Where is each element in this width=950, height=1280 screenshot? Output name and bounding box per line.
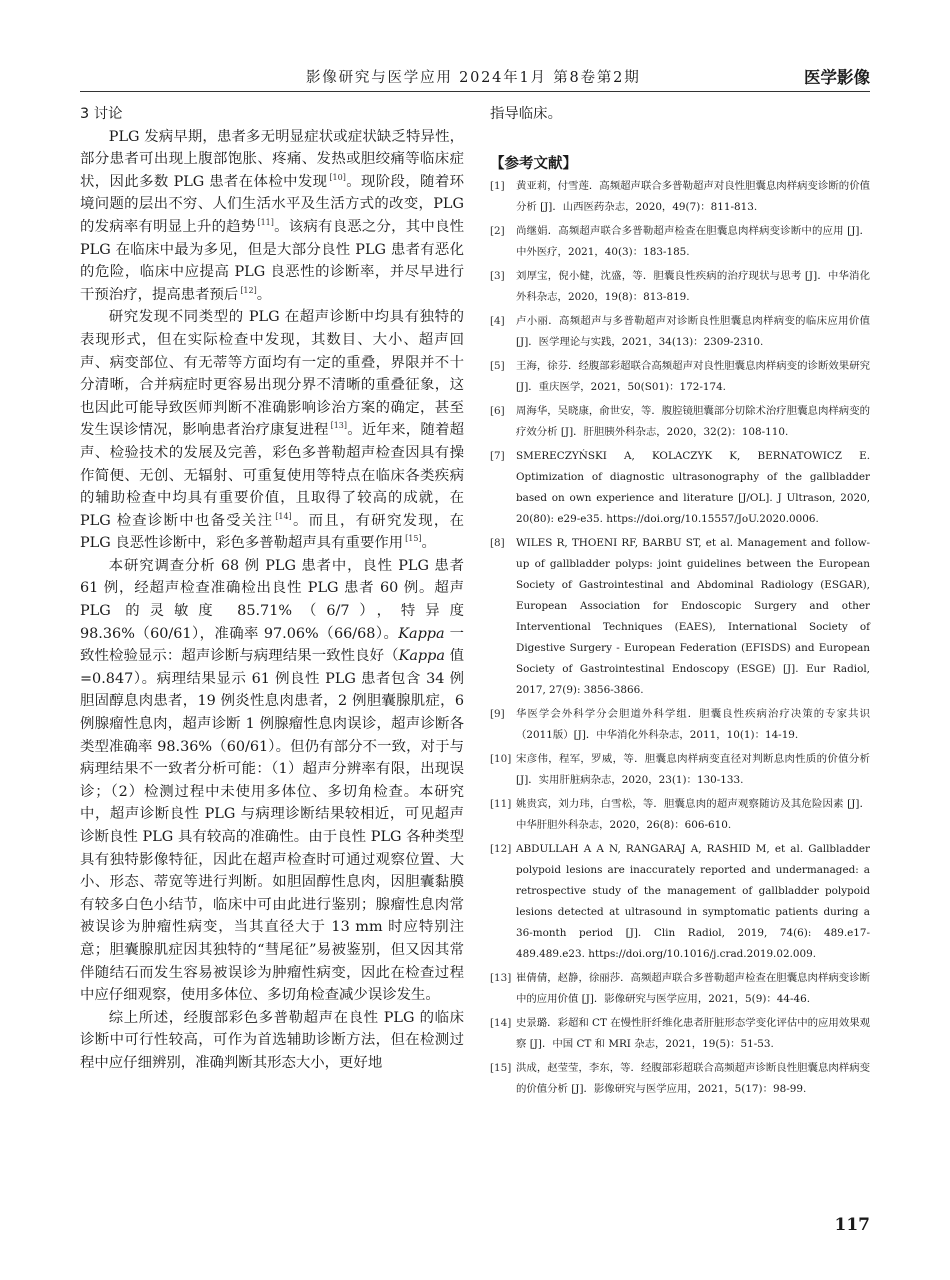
reference-number: [6] [490, 404, 505, 417]
reference-item [490, 266, 870, 308]
reference-number: [10] [490, 752, 512, 765]
reference-text: 黄亚莉，付雪莲．高频超声联合多普勒超声对良性胆囊息肉样病变诊断的价值分析 [J]．山西医药杂志，2020，49(7)：811-813. [516, 179, 870, 213]
reference-number: [5] [490, 359, 505, 372]
reference-number: [7] [490, 449, 505, 462]
reference-item [490, 749, 870, 791]
citation: [12] [240, 285, 257, 295]
reference-item [490, 356, 870, 398]
reference-text: 史景璐．彩超和 CT 在慢性肝纤维化患者肝脏形态学变化评估中的应用效果观察 [J]．中国 CT 和 MRI 杂志，2021，19(5)：51-53. [516, 1016, 870, 1050]
reference-item [490, 401, 870, 443]
reference-number: [2] [490, 224, 505, 237]
paragraph-2-text-a: 研究发现不同类型的 PLG 在超声诊断中均具有独特的表现形式，但在实际检查中发现，其数目、大小、超声回声、病变部位、有无蒂等方面均有一定的重叠，界限并不十分清晰，合并病症时更容易出现分界不清晰的重叠征象，这也因此可能导致医师判断不准确影响诊治方案的确定，甚至发生误诊情况，影响患者治疗康复进程 [80, 309, 464, 439]
paragraph-1-text-d: 。 [256, 286, 272, 303]
journal-title: 影像研究与医学应用 2024年1月 第8卷第2期 [306, 70, 641, 86]
citation: [15] [405, 534, 422, 544]
citation: [13] [330, 421, 347, 431]
paragraph-1-text-c: 。该病有良恶之分，其中良性 PLG 在临床中最为多见，但是大部分良性 PLG 患者有恶化的危险，临床中应提高 PLG 良恶性的诊断率，并尽早进行干预治疗，提高患者预后 [80, 218, 464, 303]
page-number: 117 [834, 1215, 870, 1235]
reference-number: [12] [490, 842, 512, 855]
kappa-term: Kappa [398, 648, 445, 665]
reference-item [490, 794, 870, 836]
paragraph-2-text-d: 。 [421, 535, 436, 552]
paragraph-continuation: 指导临床。 [490, 106, 562, 122]
reference-item [490, 311, 870, 353]
reference-text: 宋彦伟，程军，罗威，等．胆囊息肉样病变直径对判断息肉性质的价值分析 [J]．实用肝脏病杂志，2020，23(1)：130-133. [516, 752, 870, 786]
reference-text: 王海，徐芬．经腹部彩超联合高频超声对良性胆囊息肉样病变的诊断效果研究 [J]．重庆医学，2021，50(S01)：172-174. [516, 359, 870, 393]
reference-text: 洪成，赵莹莹，李东，等．经腹部彩超联合高频超声诊断良性胆囊息肉样病变的价值分析 [J]．影像研究与医学应用，2021，5(17)：98-99. [516, 1061, 870, 1095]
reference-number: [14] [490, 1016, 512, 1029]
reference-number: [3] [490, 269, 505, 282]
reference-item [490, 533, 870, 701]
reference-number: [11] [490, 797, 512, 810]
paragraph-3-text-c: 值 =0.847）。病理结果显示 61 例良性 PLG 患者包含 34 例胆固醇息肉患者，19 例炎性息肉患者，2 例胆囊腺肌症，6 例腺瘤性息肉，超声诊断 1 例腺瘤性息肉误诊，超声诊断各类型准确率 98.36%（60/61）。但仍有部分不一致，对于与病理结果不一致者分析可能：（1）超声分辨率有限，出现误诊；（2）检测过程中未使用多体位、多切角检查。本研究中，超声诊断良性 PLG 与病理诊断结果较相近，可见超声诊断良性 PLG 具有较高的准确性。由于良性 PLG 各种类型具有独特影像特征，因此在超声检查时可通过观察位置、大小、形态、蒂宽等进行判断。如胆固醇性息肉，因胆囊黏膜有较多白色小结节，临床中可由此进行鉴别；腺瘤性息肉常被误诊为肿瘤性病变，当其直径大于 13 mm 时应特别注意；胆囊腺肌症因其独特的“彗尾征”易被鉴别，但又因其常伴随结石而发生容易被误诊为肿瘤性病变，因此在检查过程中应仔细观察，使用多体位、多切角检查减少误诊发生。 [80, 648, 464, 1004]
paragraph-2-text-b: 。近年来，随着超声、检验技术的发展及完善，彩色多普勒超声检查因具有操作简便、无创、无辐射、可重复使用等特点在临床各类疾病的辅助检查中均具有重要价值，且取得了较高的成就，在 PLG 检查诊断中也备受关注 [80, 422, 464, 529]
section-heading: 3 讨论 [80, 106, 123, 122]
reference-text: 卢小丽．高频超声与多普勒超声对诊断良性胆囊息肉样病变的临床应用价值 [J]．医学理论与实践，2021，34(13)：2309-2310. [516, 314, 870, 348]
left-column [80, 103, 464, 1075]
paragraph-4: 综上所述，经腹部彩色多普勒超声在良性 PLG 的临床诊断中可行性较高，可作为首选辅助诊断方法，但在检测过程中应仔细辨别，准确判断其形态大小，更好地 [80, 1009, 464, 1071]
reference-text: ABDULLAH A A N, RANGARAJ A, RASHID M, et al. Gallbladder polypoid lesions are inaccurately reported and undermanaged: a retrospective study of the management of gallbladder polypoid lesions detected at ultrasound in symptomatic patients during a 36-month period [J]. Clin Radiol, 2019, 74(6): 489.e17-489.489.e23. https://doi.org/10.1016/j.crad.2019.02.009. [516, 842, 870, 960]
reference-text: 周海华，吴晓康，俞世安，等．腹腔镜胆囊部分切除术治疗胆囊息肉样病变的疗效分析 [J]．肝胆胰外科杂志，2020，32(2)：108-110. [516, 404, 870, 438]
paragraph-1 [80, 126, 464, 307]
reference-number: [4] [490, 314, 505, 327]
references-heading: 【参考文献】 [490, 155, 577, 172]
reference-item [490, 221, 870, 263]
paragraph-1-text-b: 。现阶段，随着环境问题的层出不穷、人们生活水平及生活方式的改变，PLG 的发病率有明显上升的趋势 [80, 173, 464, 235]
right-column [490, 103, 870, 1103]
reference-number: [15] [490, 1061, 512, 1074]
paragraph-1-text-a: PLG 发病早期，患者多无明显症状或症状缺乏特异性，部分患者可出现上腹部饱胀、疼痛、发热或胆绞痛等临床症状，因此多数 PLG 患者在体检中发现 [80, 128, 464, 190]
citation: [11] [257, 217, 274, 227]
running-header [80, 64, 870, 90]
reference-item [490, 1058, 870, 1100]
kappa-term: Kappa [398, 625, 445, 642]
paragraph-2-text-c: 。而且，有研究发现，在 PLG 良恶性诊断中，彩色多普勒超声具有重要作用 [80, 512, 464, 552]
paragraph-3 [80, 555, 464, 1007]
reference-number: [8] [490, 536, 505, 549]
reference-item [490, 446, 870, 530]
reference-text: 华医学会外科学分会胆道外科学组．胆囊良性疾病治疗决策的专家共识（2011版）[J]．中华消化外科杂志，2011，10(1)：14-19. [516, 707, 870, 741]
reference-text: 尚继娟．高频超声联合多普勒超声检查在胆囊息肉样病变诊断中的应用 [J]．中外医疗，2021，40(3)：183-185. [516, 224, 870, 258]
reference-list [490, 176, 870, 1100]
paragraph-2 [80, 306, 464, 555]
reference-text: WILES R, THOENI RF, BARBU ST, et al. Management and follow-up of gallbladder polyps: joint guidelines between the European Society of Gastrointestinal and Abdominal Radiology (ESGAR), European Association for Endoscopic Surgery and other Interventional Techniques (EAES), International Society of Digestive Surgery - European Federation (EFISDS) and European Society of Gastrointestinal Endoscopy (ESGE) [J]. Eur Radiol, 2017, 27(9): 3856-3866. [516, 536, 870, 696]
reference-number: [1] [490, 179, 505, 192]
reference-number: [13] [490, 971, 512, 984]
citation: [14] [275, 511, 292, 521]
paragraph-3-text-b: 一致性检验显示：超声诊断与病理结果一致性良好（ [80, 625, 464, 665]
reference-item [490, 1013, 870, 1055]
reference-text: 刘厚宝，倪小健，沈盛，等．胆囊良性疾病的治疗现状与思考 [J]．中华消化外科杂志，2020，19(8)：813-819. [516, 269, 870, 303]
citation: [10] [329, 172, 346, 182]
section-title: 医学影像 [804, 68, 870, 87]
paragraph-3-text-a: 本研究调查分析 68 例 PLG 患者中，良性 PLG 患者 61 例，经超声检查准确检出良性 PLG 患者 60 例。超声 PLG 的灵敏度 85.71%（6/7），特异度 98.36%（60/61），准确率 97.06%（66/68）。 [80, 557, 464, 642]
reference-item [490, 704, 870, 746]
reference-text: 崔倩倩，赵静，徐丽莎．高频超声联合多普勒超声检查在胆囊息肉样病变诊断中的应用价值 [J]．影像研究与医学应用，2021，5(9)：44-46. [516, 971, 870, 1005]
reference-item [490, 968, 870, 1010]
reference-item [490, 176, 870, 218]
reference-text: SMERECZYŃSKI A, KOLACZYK K, BERNATOWICZ E. Optimization of diagnostic ultrasonography of the gallbladder based on own experience and literature [J/OL]. J Ultrason, 2020, 20(80): e29-e35. https://doi.org/10.15557/JoU.2020.0006. [516, 449, 870, 525]
reference-text: 姚贵宾，刘力玮，白雪松，等．胆囊息肉的超声观察随访及其危险因素 [J]．中华肝胆外科杂志，2020，26(8)：606-610. [516, 797, 870, 831]
header-rule [80, 91, 870, 92]
reference-number: [9] [490, 707, 505, 720]
reference-item [490, 839, 870, 965]
